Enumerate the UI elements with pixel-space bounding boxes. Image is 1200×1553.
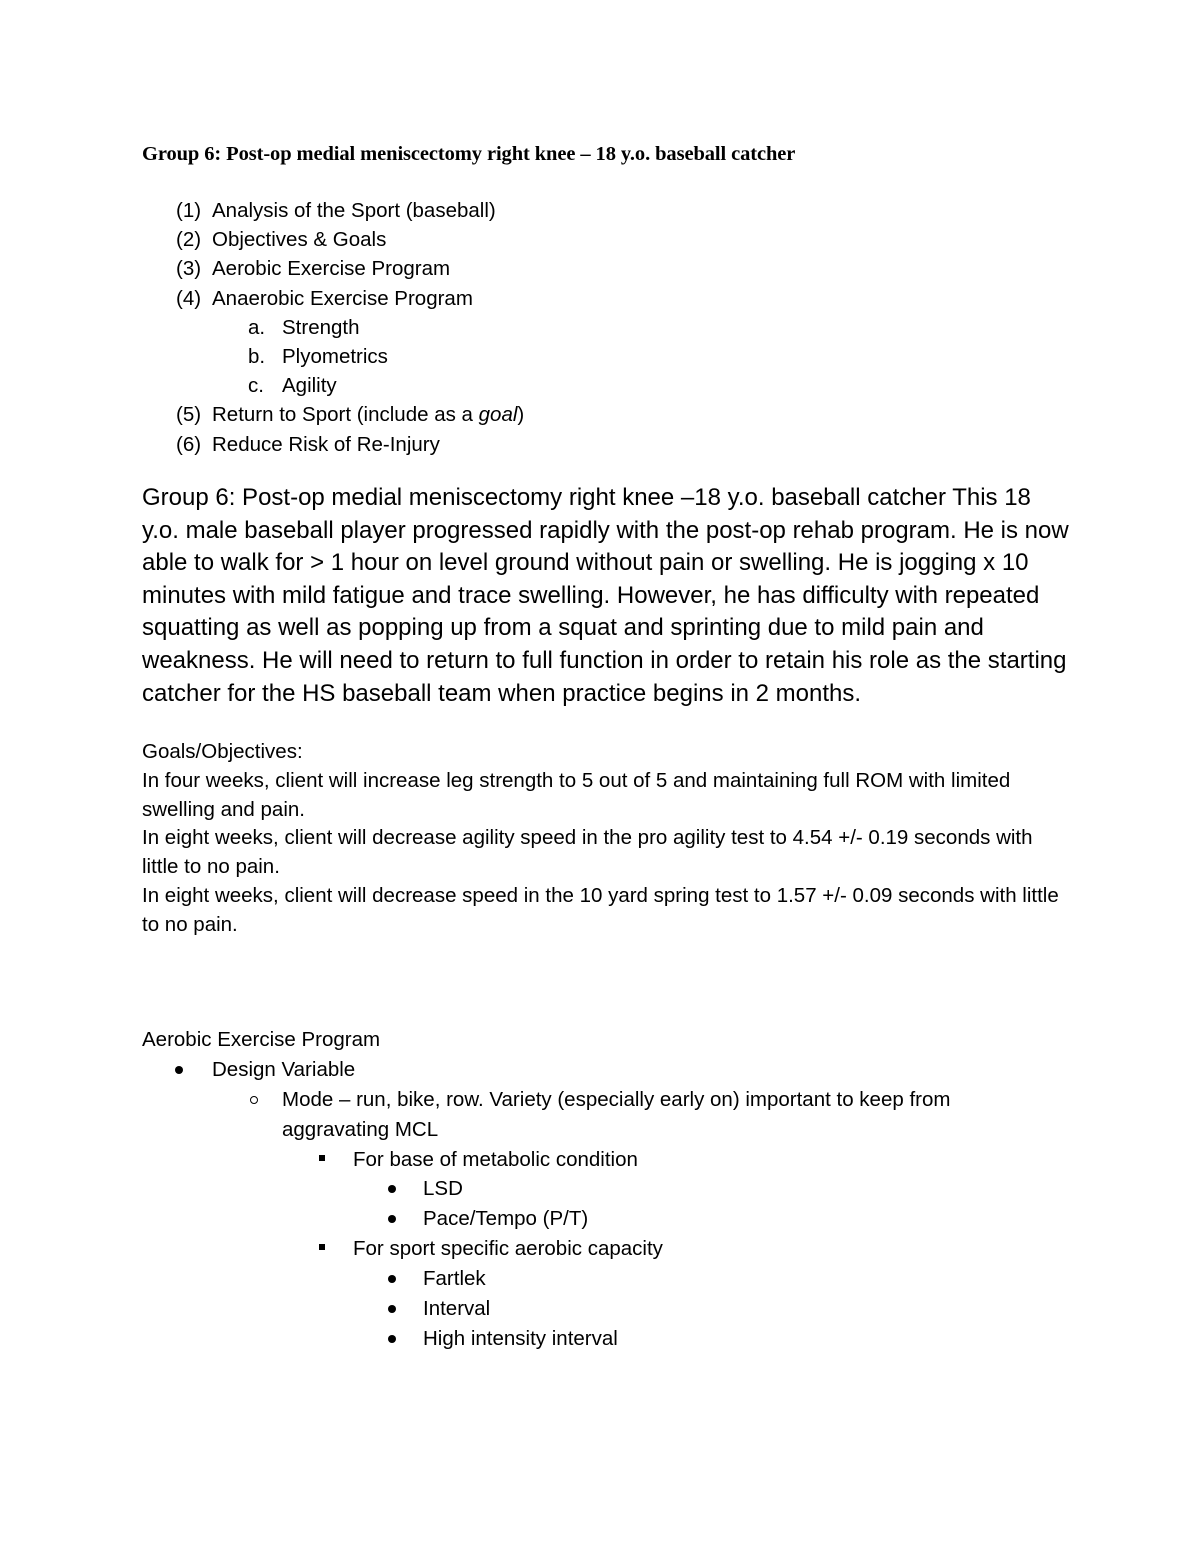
square-bullet-icon [319,1155,325,1161]
sport-item-row [142,1264,1072,1294]
outline-number: (6) [176,432,202,456]
design-variable-label: Design Variable [212,1057,356,1081]
outline-letter: c. [248,374,264,398]
mode-text: Mode – run, bike, row. Variety (especially early on) important to keep from aggravating MCL [282,1087,951,1141]
aerobic-section [142,1025,1072,1354]
outline-text: Analysis of the Sport (baseball) [212,199,496,222]
goal-item: In eight weeks, client will decrease speed in the 10 yard spring test to 1.57 +/- 0.09 seconds with little to no pain. [142,883,1059,936]
base-item-row [142,1204,1072,1234]
bullet-icon [388,1305,396,1313]
outline-text-pre: Return to Sport (include as a [212,403,479,427]
sport-label-row [142,1234,1072,1264]
outline-number: (1) [176,199,202,222]
aerobic-title: Aerobic Exercise Program [142,1028,381,1051]
goal-item: In eight weeks, client will decrease agility speed in the pro agility test to 4.54 +/- 0.19 seconds with little to no pain. [142,826,1033,879]
bullet-icon [388,1185,396,1193]
bullet-icon [388,1335,396,1343]
outline-letter: a. [248,315,266,339]
aerobic-title-row [142,1025,1072,1055]
case-paragraph: Group 6: Post-op medial meniscectomy right knee –18 y.o. baseball catcher This 18 y.o. male baseball player progressed rapidly with the post-op rehab program. He is now able to walk for > 1 hour on level ground without pain or swelling. He is jogging x 10 minutes with mild fatigue and trace swelling. However, he has difficulty with repeated squatting as well as popping up from a squat and sprinting due to mild pain and weakness. He will need to return to full function in order to retain his role as the starting catcher for the HS baseball team when practice begins in 2 months. [142,484,1069,707]
base-label-row [142,1145,1072,1175]
outline-text: Reduce Risk of Re-Injury [212,432,440,456]
goals-section [142,738,1072,940]
outline-text: Objectives & Goals [212,228,387,252]
mode-row [142,1085,1072,1145]
circle-bullet-icon [250,1096,258,1104]
sport-item-row [142,1294,1072,1324]
sport-item: Interval [423,1297,491,1321]
sport-item: Fartlek [423,1267,486,1291]
bullet-icon [175,1066,183,1074]
sport-item: High intensity interval [423,1326,618,1350]
outline-text [212,400,524,429]
base-item-row [142,1174,1072,1204]
outline-text-emphasis: goal [478,403,518,427]
sport-label: For sport specific aerobic capacity [353,1237,663,1261]
base-item: Pace/Tempo (P/T) [423,1207,589,1231]
base-label: For base of metabolic condition [353,1147,638,1171]
outline-subtext: Plyometrics [282,344,388,368]
bullet-icon [388,1215,396,1223]
outline-text-post: ) [517,403,525,427]
outline-text: Anaerobic Exercise Program [212,286,473,310]
outline-subtext: Strength [282,315,360,339]
base-item: LSD [423,1177,463,1201]
outline-text: Aerobic Exercise Program [212,257,451,281]
goals-title: Goals/Objectives: [142,740,303,763]
document-heading: Group 6: Post-op medial meniscectomy right knee – 18 y.o. baseball catcher [142,143,796,165]
outline-subtext: Agility [282,374,337,398]
outline-number: (4) [176,286,202,310]
design-variable-row [142,1055,1072,1085]
outline-number: (3) [176,257,202,281]
bullet-icon [388,1275,396,1283]
outline-number: (5) [176,403,202,427]
outline-number: (2) [176,228,202,252]
outline-letter: b. [248,344,266,368]
sport-item-row [142,1324,1072,1354]
goal-item: In four weeks, client will increase leg strength to 5 out of 5 and maintaining full ROM with limited swelling and pain. [142,768,1011,821]
square-bullet-icon [319,1244,325,1250]
